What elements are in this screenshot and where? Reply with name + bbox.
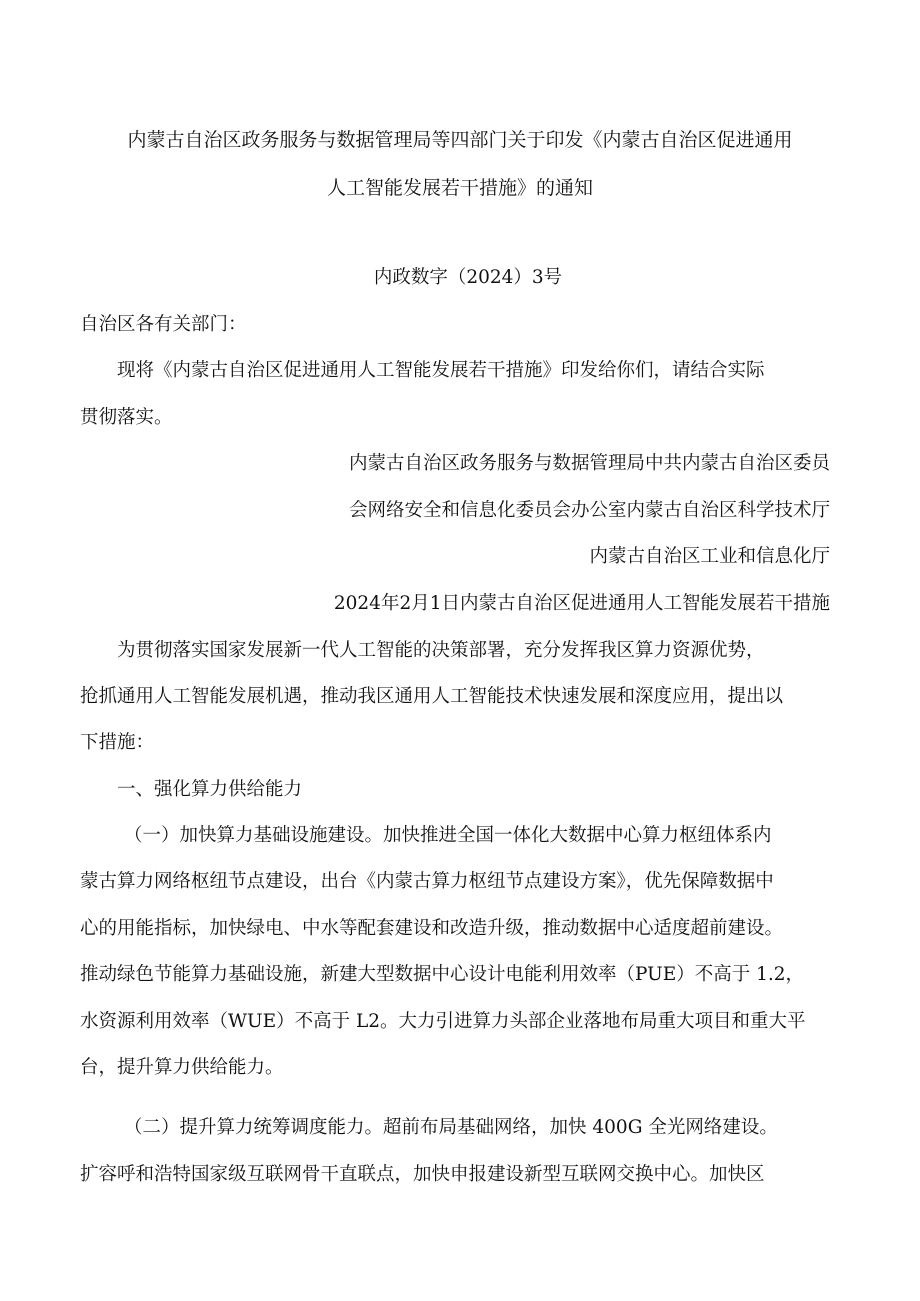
item-1-line-4: 推动绿色节能算力基础设施，新建大型数据中心设计电能利用效率（PUE）不高于 1.2， <box>80 964 805 985</box>
item-2-line-1: （二）提升算力统筹调度能力。超前布局基础网络，加快 400G 全光网络建设。 <box>124 1117 778 1138</box>
issuer-line-3: 内蒙古自治区工业和信息化厅 <box>589 546 830 567</box>
preamble-line-2: 抢抓通用人工智能发展机遇，推动我区通用人工智能技术快速发展和深度应用，提出以 <box>80 686 784 707</box>
section-1-heading: 一、强化算力供给能力 <box>117 779 303 800</box>
item-1-line-6: 台，提升算力供给能力。 <box>80 1057 284 1078</box>
title-line-1: 内蒙古自治区政务服务与数据管理局等四部门关于印发《内蒙古自治区促进通用 <box>127 129 793 151</box>
item-2-line-2: 扩容呼和浩特国家级互联网骨干直联点，加快申报建设新型互联网交换中心。加快区 <box>80 1164 765 1185</box>
document-number: 内政数字（2024）3号 <box>373 267 563 288</box>
item-1-line-2: 蒙古算力网络枢纽节点建设，出台《内蒙古算力枢纽节点建设方案》，优先保障数据中 <box>80 871 774 892</box>
title-line-2: 人工智能发展若干措施》的通知 <box>326 177 593 199</box>
preamble-line-3: 下措施： <box>80 732 155 753</box>
intro-line-2: 贯彻落实。 <box>80 407 173 428</box>
issuer-line-2: 会网络安全和信息化委员会办公室内蒙古自治区科学技术厅 <box>348 500 830 521</box>
item-1-line-5: 水资源利用效率（WUE）不高于 L2。大力引进算力头部企业落地布局重大项目和重大平 <box>80 1011 806 1032</box>
item-1-line-1: （一）加快算力基础设施建设。加快推进全国一体化大数据中心算力枢纽体系内 <box>124 825 772 846</box>
intro-line-1: 现将《内蒙古自治区促进通用人工智能发展若干措施》印发给你们，请结合实际 <box>117 360 765 381</box>
date-line: 2024年2月1日内蒙古自治区促进通用人工智能发展若干措施 <box>333 593 830 614</box>
preamble-line-1: 为贯彻落实国家发展新一代人工智能的决策部署，充分发挥我区算力资源优势， <box>117 640 765 661</box>
salutation: 自治区各有关部门： <box>80 314 247 335</box>
item-1-line-3: 心的用能指标，加快绿电、中水等配套建设和改造升级，推动数据中心适度超前建设。 <box>80 918 784 939</box>
issuer-line-1: 内蒙古自治区政务服务与数据管理局中共内蒙古自治区委员 <box>348 453 830 474</box>
